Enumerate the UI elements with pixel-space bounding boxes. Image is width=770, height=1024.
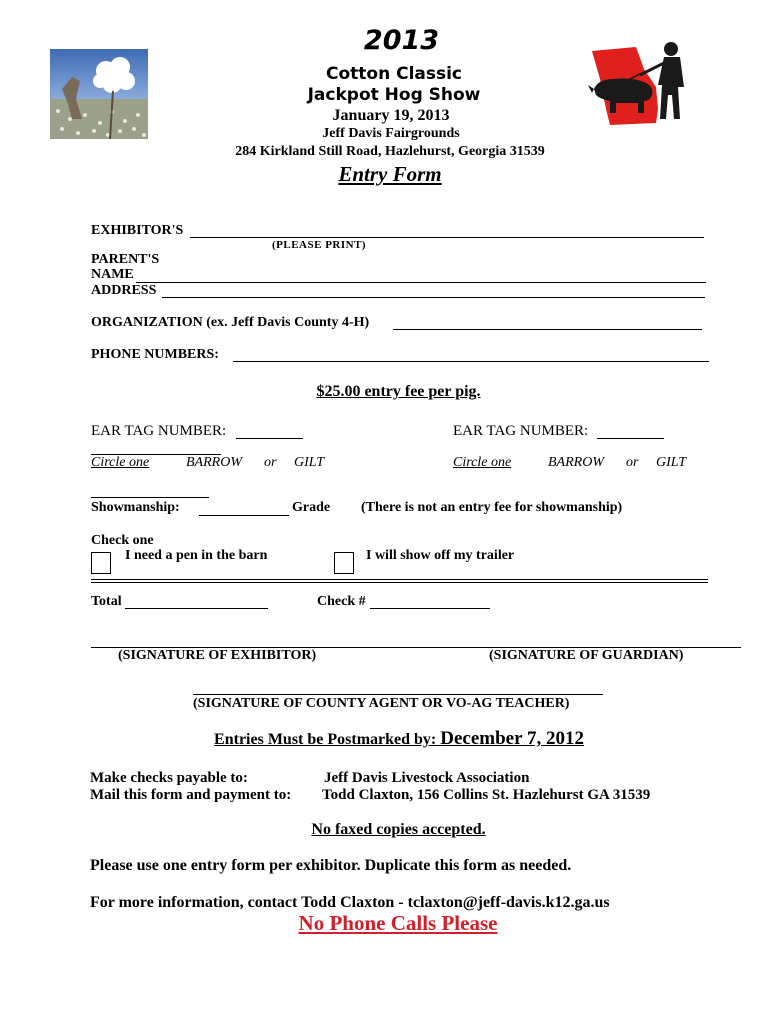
barrow-option-1[interactable]: BARROW (186, 455, 242, 470)
pen-option-label: I need a pen in the barn (125, 548, 268, 563)
check-one-label: Check one (91, 533, 154, 548)
gilt-option-1[interactable]: GILT (294, 455, 325, 470)
agent-signature-label: (SIGNATURE OF COUNTY AGENT OR VO-AG TEACHER) (193, 696, 570, 711)
payable-value: Jeff Davis Livestock Association (324, 770, 530, 786)
agent-signature-line[interactable] (193, 694, 603, 695)
exhibitor-signature-label: (SIGNATURE OF EXHIBITOR) (118, 648, 317, 663)
show-date: January 19, 2013 (332, 107, 450, 124)
grade-label: Grade (292, 500, 331, 515)
name-label: NAME (91, 267, 134, 282)
exhibitor-name-field[interactable] (190, 237, 704, 238)
ear-tag-label-1: EAR TAG NUMBER: (91, 423, 227, 439)
gilt-option-2[interactable]: GILT (656, 455, 687, 470)
total-label: Total (91, 594, 122, 609)
address-label: ADDRESS (91, 283, 157, 298)
showmanship-note: (There is not an entry fee for showmanship) (361, 500, 623, 515)
please-print-note: (PLEASE PRINT) (272, 239, 367, 251)
organization-label: ORGANIZATION (ex. Jeff Davis County 4-H) (91, 315, 370, 330)
section-rule-top (91, 579, 708, 580)
venue-name: Jeff Davis Fairgrounds (322, 126, 460, 141)
mail-label: Mail this form and payment to: (90, 787, 292, 803)
guardian-signature-label: (SIGNATURE OF GUARDIAN) (489, 648, 684, 663)
showmanship-top-line (91, 497, 209, 498)
year-heading: 2013 (363, 25, 440, 56)
total-field[interactable] (125, 608, 268, 609)
ear-tag-field-1[interactable] (236, 438, 303, 439)
form-title: Entry Form (338, 162, 442, 186)
mail-value: Todd Claxton, 156 Collins St. Hazlehurst GA 31539 (322, 787, 651, 803)
circle-one-label-2: Circle one (453, 455, 512, 470)
address-field[interactable] (162, 297, 705, 298)
showmanship-label: Showmanship: (91, 500, 180, 515)
pen-checkbox[interactable] (91, 552, 111, 574)
phone-field[interactable] (233, 361, 709, 362)
show-name-line1: Cotton Classic (325, 64, 463, 84)
section-rule-bottom (91, 582, 708, 583)
payable-label: Make checks payable to: (90, 770, 248, 786)
deadline-date: December 7, 2012 (440, 728, 584, 749)
more-info: For more information, contact Todd Claxton - tclaxton@jeff-davis.k12.ga.us (90, 894, 610, 911)
check-number-label: Check # (317, 594, 366, 609)
or-label-2: or (626, 455, 639, 470)
parents-label: PARENT'S (91, 252, 160, 267)
no-phone-calls: No Phone Calls Please (298, 911, 498, 935)
one-form-notice: Please use one entry form per exhibitor. Duplicate this form as needed. (90, 857, 572, 874)
deadline-label: Entries Must be Postmarked by: (214, 731, 437, 748)
phone-label: PHONE NUMBERS: (91, 347, 219, 362)
trailer-checkbox[interactable] (334, 552, 354, 574)
ear-tag-field-2[interactable] (597, 438, 664, 439)
ear-tag-label-2: EAR TAG NUMBER: (453, 423, 589, 439)
entry-fee: $25.00 entry fee per pig. (316, 383, 481, 400)
exhibitor-label: EXHIBITOR'S (91, 223, 184, 238)
trailer-option-label: I will show off my trailer (366, 548, 515, 563)
barrow-option-2[interactable]: BARROW (548, 455, 604, 470)
show-name-line2: Jackpot Hog Show (307, 85, 481, 105)
venue-address: 284 Kirkland Still Road, Hazlehurst, Georgia 31539 (235, 144, 545, 159)
organization-field[interactable] (393, 329, 702, 330)
circle-one-label-1: Circle one (91, 455, 150, 470)
or-label-1: or (264, 455, 277, 470)
no-fax-notice: No faxed copies accepted. (311, 821, 486, 838)
deadline (0, 728, 770, 750)
parent-name-field[interactable] (136, 282, 706, 283)
showmanship-grade-field[interactable] (199, 515, 289, 516)
check-number-field[interactable] (370, 608, 490, 609)
